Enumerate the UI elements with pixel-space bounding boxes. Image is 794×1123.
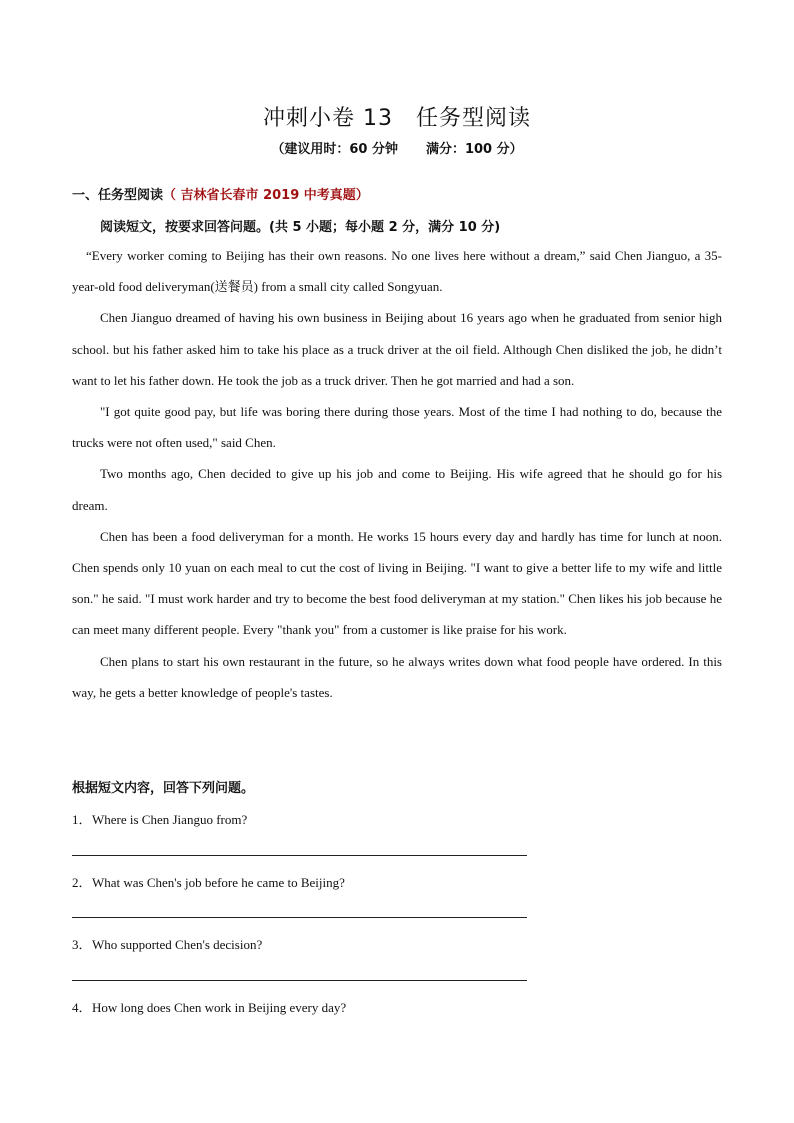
answer-line[interactable] [72, 917, 527, 918]
question-number: 3． [72, 937, 92, 952]
reading-passage [72, 240, 722, 708]
answer-line[interactable] [72, 855, 527, 856]
question-text: What was Chen's job before he came to Beijing? [92, 875, 345, 890]
question-item [72, 872, 345, 891]
question-number: 2． [72, 875, 92, 890]
question-text: How long does Chen work in Beijing every day? [92, 1000, 347, 1015]
time-note: （建议用时：60 分钟 [271, 142, 398, 157]
passage-paragraph: Two months ago, Chen decided to give up his job and come to Beijing. His wife agreed that he should go for his dream. [72, 466, 722, 513]
question-number: 1． [72, 812, 92, 827]
passage-paragraph: "I got quite good pay, but life was boring there during those years. Most of the time I had nothing to do, because the trucks were not often used," said Chen. [72, 404, 722, 451]
question-item [72, 997, 346, 1016]
question-number: 4． [72, 1000, 92, 1015]
section-instructions: 阅读短文，按要求回答问题。(共 5 小题；每小题 2 分，满分 10 分) [100, 220, 501, 235]
score-note: 满分：100 分） [425, 142, 523, 157]
page-subtitle [0, 138, 794, 157]
section-heading [72, 184, 369, 203]
section-label: 一、任务型阅读 [72, 188, 164, 203]
passage-paragraph: “Every worker coming to Beijing has their own reasons. No one lives here without a dream,” said Chen Jianguo, a 35-year-old food deliveryman(送餐员) from a small city called Songyuan. [72, 248, 722, 295]
answer-line[interactable] [72, 980, 527, 981]
section-source: （ 吉林省长春市 2019 中考真题） [163, 188, 369, 203]
questions-heading: 根据短文内容，回答下列问题。 [72, 781, 255, 796]
passage-paragraph: Chen Jianguo dreamed of having his own business in Beijing about 16 years ago when he graduated from senior high school. but his father asked him to take his place as a truck driver at the oil field. Although Chen disliked the job, he didn’t want to let his father down. He took the job as a truck driver. Then he got married and had a son. [72, 310, 722, 388]
page-title: 冲刺小卷 13 任务型阅读 [263, 106, 531, 131]
question-item [72, 809, 247, 828]
question-text: Who supported Chen's decision? [92, 937, 263, 952]
passage-paragraph: Chen plans to start his own restaurant in the future, so he always writes down what food people have ordered. In this way, he gets a better knowledge of people's tastes. [72, 653, 722, 700]
question-text: Where is Chen Jianguo from? [92, 812, 248, 827]
question-item [72, 934, 262, 953]
passage-paragraph: Chen has been a food deliveryman for a month. He works 15 hours every day and hardly has time for lunch at noon. Chen spends only 10 yuan on each meal to cut the cost of living in Beijing. "I want to give a better life to my wife and little son." he said. "I must work harder and try to become the best food deliveryman at my station." Chen likes his job because he can meet many different people. Every "thank you" from a customer is like praise for his work. [72, 528, 722, 638]
